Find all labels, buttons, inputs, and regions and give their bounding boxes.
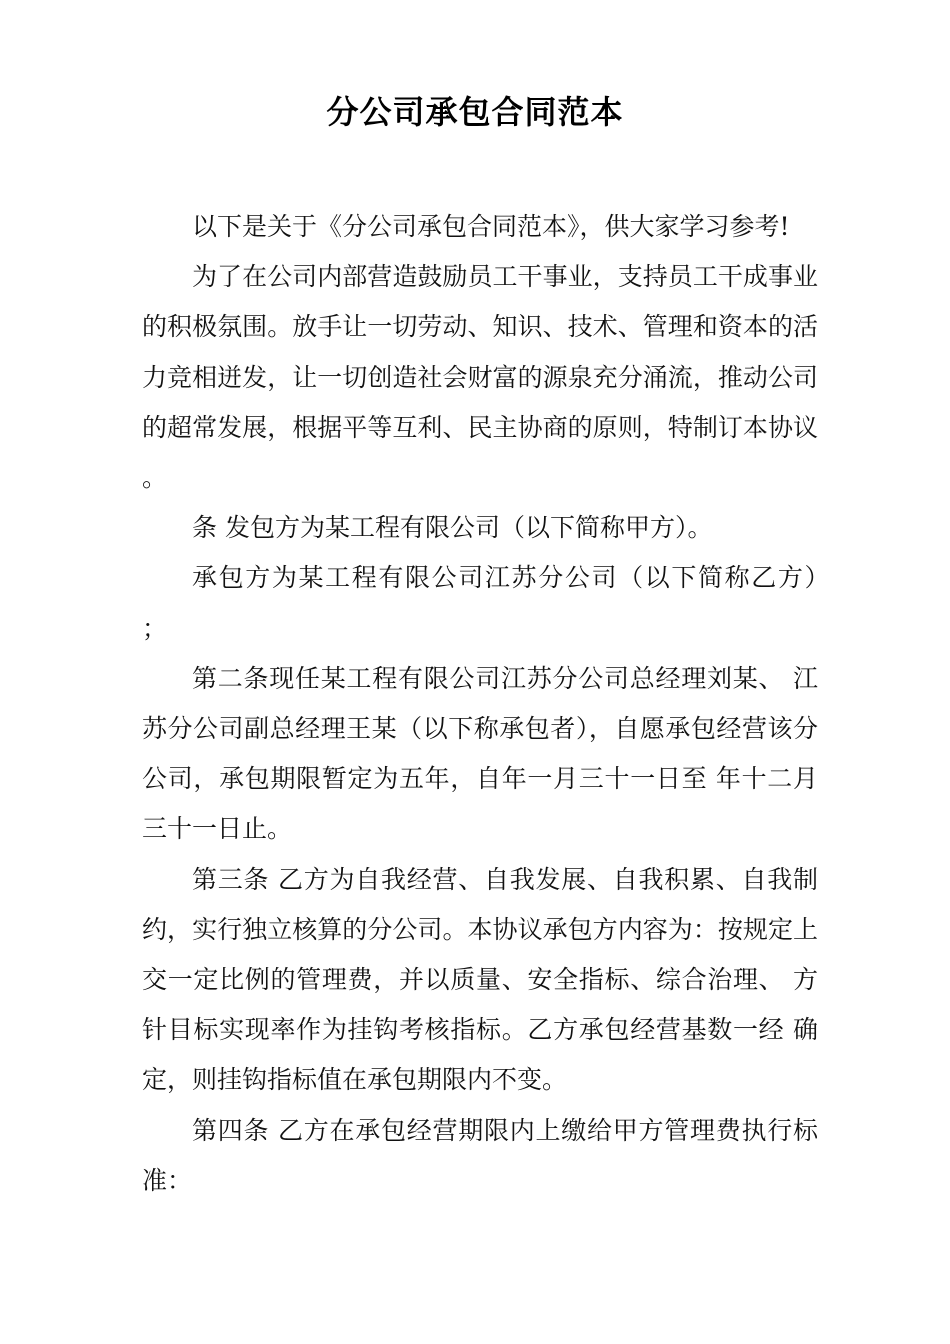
paragraph-article-1: 条 发包方为某工程有限公司（以下简称甲方）。 (192, 513, 713, 543)
paragraph-article-4: 第四条 乙方在承包经营期限内上缴给甲方管理费执行标准： (142, 1115, 818, 1195)
document-title: 分公司承包合同范本 (326, 93, 624, 131)
paragraph-preamble: 为了在公司内部营造鼓励员工干事业，支持员工干成事业的积极氛围。放手让一切劳动、知识、技术、管理和资本的活力竞相迸发，让一切创造社会财富的源泉充分涌流，推动公司的超常发展，根据平等互利、民主协商的原则，特制订本协议。 (142, 262, 818, 493)
paragraph-article-3: 第三条 乙方为自我经营、自我发展、自我积累、自我制约，实行独立核算的分公司。本协议承包方内容为：按规定上交一定比例的管理费，并以质量、安全指标、综合治理、 方针目标实现率作为挂钩考核指标。乙方承包经营基数一经 确定，则挂钩指标值在承包期限内不变。 (142, 864, 818, 1095)
document-body (142, 202, 818, 1206)
paragraph-article-2: 第二条现任某工程有限公司江苏分公司总经理刘某、 江苏分公司副总经理王某（以下称承包者），自愿承包经营该分公司，承包期限暂定为五年，自年一月三十一日至 年十二月三十一日止。 (142, 663, 818, 844)
paragraph-intro: 以下是关于《分公司承包合同范本》，供大家学习参考! (192, 212, 790, 241)
paragraph-contractor: 承包方为某工程有限公司江苏分公司（以下简称乙方）； (142, 563, 818, 643)
